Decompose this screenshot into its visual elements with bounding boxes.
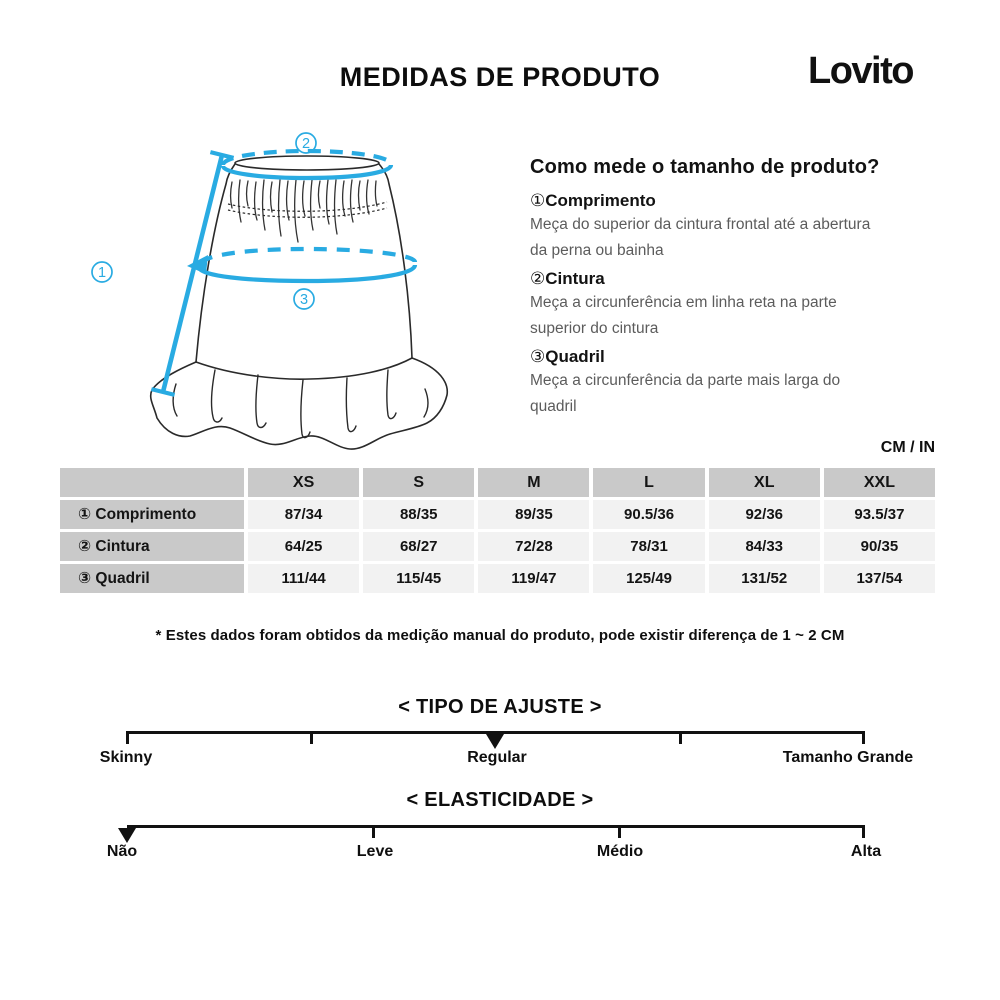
fit-label-tamanho-grande: Tamanho Grande — [782, 749, 914, 766]
table-cell: 125/49 — [593, 564, 704, 593]
table-cell: 131/52 — [709, 564, 820, 593]
skirt-measurement-diagram — [60, 118, 520, 463]
table-cell: 87/34 — [248, 500, 359, 529]
hip-measure-solid-arc — [199, 265, 415, 281]
table-cell: 115/45 — [363, 564, 474, 593]
elasticity-scale-title: < ELASTICIDADE > — [406, 789, 594, 811]
fit-scale-tick — [862, 731, 865, 744]
guide-item-number: ① — [530, 191, 546, 210]
guide-item-quadril — [530, 346, 950, 368]
table-corner-cell — [60, 468, 244, 497]
elasticity-label-alta: Alta — [850, 843, 882, 860]
table-cell: 90/35 — [824, 532, 935, 561]
guide-item-comprimento — [530, 190, 950, 212]
table-cell: 93.5/37 — [824, 500, 935, 529]
elasticity-label-medio: Médio — [596, 843, 644, 860]
table-cell: 90.5/36 — [593, 500, 704, 529]
skirt-waist-opening — [235, 156, 379, 170]
guide-item-desc-line: Meça a circunferência da parte mais larga do — [530, 372, 841, 389]
fit-scale-marker-triangle — [486, 734, 504, 749]
units-label: CM / IN — [880, 439, 935, 456]
col-header-xxl: XXL — [824, 468, 935, 497]
fit-label-skinny: Skinny — [99, 749, 153, 766]
elasticity-label-nao: Não — [106, 843, 138, 860]
table-cell: 84/33 — [709, 532, 820, 561]
elasticity-scale-marker-triangle — [118, 828, 136, 843]
table-cell: 68/27 — [363, 532, 474, 561]
col-header-s: S — [363, 468, 474, 497]
skirt-body-outline — [196, 164, 412, 362]
row-label-quadril: ③ Quadril — [60, 564, 244, 593]
col-header-l: L — [593, 468, 704, 497]
guide-item-desc-line: da perna ou bainha — [530, 242, 664, 259]
table-cell: 92/36 — [709, 500, 820, 529]
skirt-ruffle-seam — [196, 358, 412, 379]
page-title: MEDIDAS DE PRODUTO — [339, 62, 661, 92]
table-cell: 64/25 — [248, 532, 359, 561]
guide-item-desc-line: Meça a circunferência em linha reta na parte — [530, 294, 837, 311]
guide-item-name: Quadril — [545, 347, 605, 366]
guide-item-desc-line: Meça do superior da cintura frontal até a abertura — [530, 216, 871, 233]
fit-label-regular: Regular — [467, 749, 527, 766]
table-cell: 88/35 — [363, 500, 474, 529]
col-header-xl: XL — [709, 468, 820, 497]
measurement-footnote: * Estes dados foram obtidos da medição manual do produto, pode existir diferença de 1 ~ 2 CM — [155, 627, 845, 644]
marker-3-number: 3 — [299, 292, 309, 308]
measure-guide — [530, 156, 950, 420]
table-cell: 111/44 — [248, 564, 359, 593]
guide-item-number: ③ — [530, 347, 546, 366]
hip-measure-dashed-arc — [202, 249, 415, 264]
guide-item-name: Comprimento — [545, 191, 656, 210]
table-cell: 78/31 — [593, 532, 704, 561]
elasticity-scale-line — [127, 825, 864, 828]
elasticity-label-leve: Leve — [356, 843, 394, 860]
elasticity-scale-tick — [372, 825, 375, 838]
guide-item-number: ② — [530, 269, 546, 288]
brand-logo: Lovito — [808, 50, 913, 92]
guide-item-name: Cintura — [545, 269, 605, 288]
col-header-xs: XS — [248, 468, 359, 497]
skirt-waistband-stitches — [228, 202, 387, 217]
table-cell: 137/54 — [824, 564, 935, 593]
elasticity-scale-tick — [862, 825, 865, 838]
fit-scale-tick — [310, 731, 313, 744]
table-cell: 89/35 — [478, 500, 589, 529]
elasticity-scale-tick — [618, 825, 621, 838]
table-cell: 72/28 — [478, 532, 589, 561]
skirt-ruffle-outline — [151, 358, 448, 449]
guide-item-cintura — [530, 268, 950, 290]
fit-scale-tick — [126, 731, 129, 744]
size-table — [60, 468, 935, 593]
guide-item-desc-line: quadril — [530, 398, 577, 415]
col-header-m: M — [478, 468, 589, 497]
fit-scale-title: < TIPO DE AJUSTE > — [398, 696, 602, 718]
row-label-comprimento: ① Comprimento — [60, 500, 244, 529]
marker-1-number: 1 — [97, 265, 107, 281]
row-label-cintura: ② Cintura — [60, 532, 244, 561]
marker-2-number: 2 — [301, 136, 311, 152]
fit-scale-tick — [679, 731, 682, 744]
guide-item-desc-line: superior do cintura — [530, 320, 659, 337]
guide-heading: Como mede o tamanho de produto? — [530, 156, 880, 178]
table-cell: 119/47 — [478, 564, 589, 593]
